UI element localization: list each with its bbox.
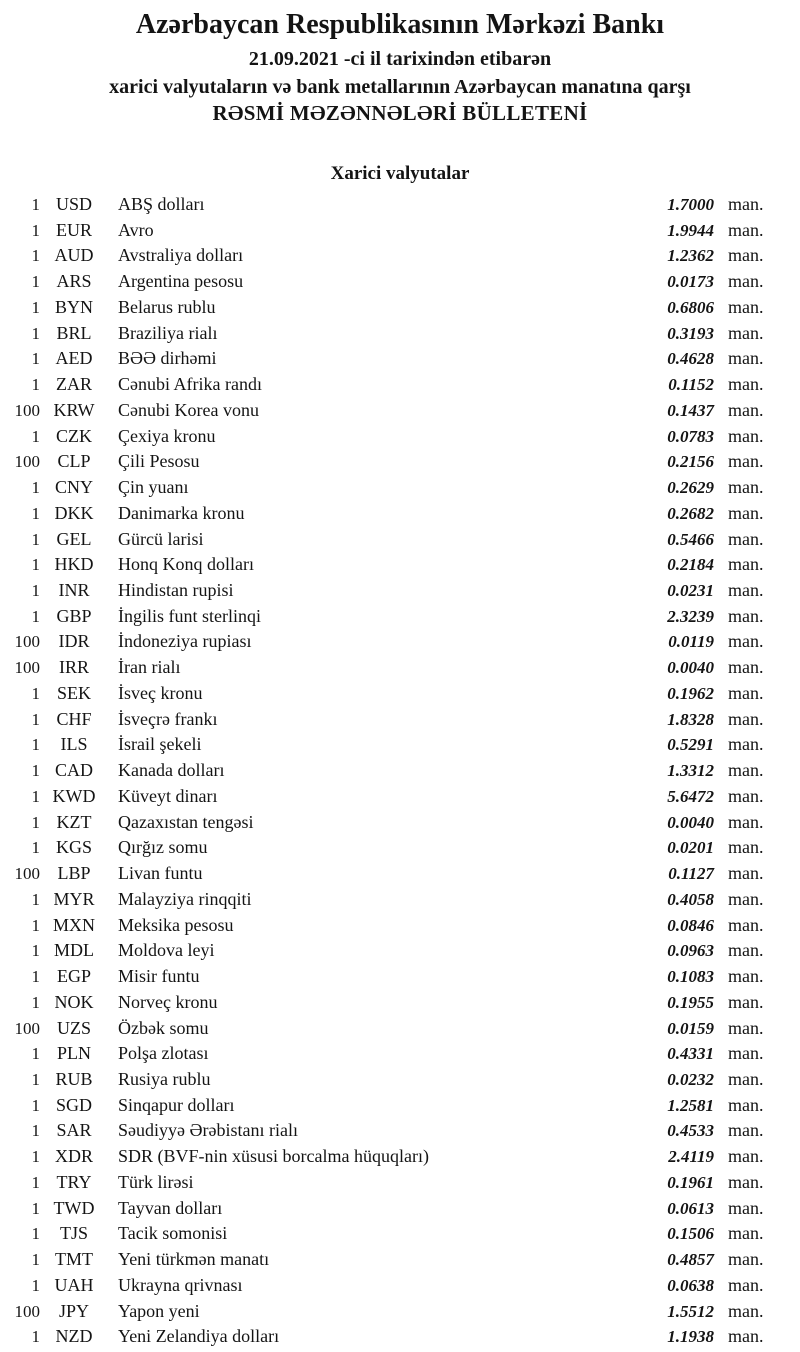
currency-code-cell: SEK (56, 682, 91, 703)
unit-label-cell: man. (728, 477, 764, 498)
quantity-cell: 1 (31, 1121, 40, 1141)
rate-value-cell: 0.6806 (667, 297, 714, 317)
quantity-cell: 1 (31, 761, 40, 781)
table-row (0, 606, 800, 632)
quantity-cell: 1 (31, 812, 40, 832)
table-row (0, 477, 800, 503)
unit-label-cell: man. (728, 296, 764, 317)
table-row (0, 760, 800, 786)
currency-name-cell: Livan funtu (118, 863, 203, 884)
currency-name-cell: Gürcü larisi (118, 528, 204, 549)
quantity-cell: 1 (31, 1172, 40, 1192)
currency-code-cell: CNY (54, 477, 93, 498)
currency-name-cell: İsrail şekeli (118, 734, 202, 755)
currency-name-cell: Braziliya rialı (118, 322, 218, 343)
rate-value-cell: 0.0783 (667, 426, 714, 446)
table-row (0, 812, 800, 838)
currency-code-cell: NZD (55, 1326, 93, 1347)
rate-value-cell: 5.6472 (667, 786, 714, 806)
quantity-cell: 100 (14, 1301, 40, 1321)
currency-code-cell: KGS (55, 837, 92, 858)
quantity-cell: 1 (31, 349, 40, 369)
table-row (0, 683, 800, 709)
rate-value-cell: 1.2362 (667, 246, 714, 266)
currency-name-cell: Tacik somonisi (118, 1223, 228, 1244)
unit-label-cell: man. (728, 991, 764, 1012)
currency-code-cell: TJS (59, 1223, 88, 1244)
quantity-cell: 1 (31, 1069, 40, 1089)
unit-label-cell: man. (728, 1326, 764, 1347)
rate-value-cell: 0.1152 (668, 375, 714, 395)
currency-code-cell: MXN (52, 914, 95, 935)
table-row (0, 426, 800, 452)
unit-label-cell: man. (728, 219, 764, 240)
table-row (0, 1146, 800, 1172)
quantity-cell: 1 (31, 297, 40, 317)
currency-code-cell: UZS (56, 1017, 91, 1038)
table-row (0, 1275, 800, 1301)
quantity-cell: 1 (31, 529, 40, 549)
currency-code-cell: RUB (55, 1068, 93, 1089)
table-row (0, 786, 800, 812)
unit-label-cell: man. (728, 682, 764, 703)
rate-value-cell: 2.4119 (668, 1147, 714, 1167)
currency-name-cell: Belarus rublu (118, 296, 216, 317)
table-row (0, 297, 800, 323)
rate-value-cell: 0.1083 (667, 967, 714, 987)
currency-code-cell: MYR (53, 888, 95, 909)
rate-value-cell: 1.8328 (667, 709, 714, 729)
table-row (0, 1069, 800, 1095)
table-row (0, 1223, 800, 1249)
currency-code-cell: IDR (58, 631, 90, 652)
quantity-cell: 100 (14, 632, 40, 652)
currency-name-cell: Qazaxıstan tengəsi (118, 811, 254, 832)
quantity-cell: 1 (31, 709, 40, 729)
table-row (0, 657, 800, 683)
table-row (0, 1198, 800, 1224)
unit-label-cell: man. (728, 374, 764, 395)
table-row (0, 529, 800, 555)
rate-value-cell: 0.1961 (667, 1172, 714, 1192)
currency-name-cell: Cənubi Korea vonu (118, 399, 259, 420)
unit-label-cell: man. (728, 451, 764, 472)
quantity-cell: 1 (31, 683, 40, 703)
unit-label-cell: man. (728, 1249, 764, 1270)
rate-value-cell: 0.0119 (668, 632, 714, 652)
currency-name-cell: İsveç kronu (118, 682, 203, 703)
currency-code-cell: GEL (56, 528, 92, 549)
currency-code-cell: ARS (56, 271, 92, 292)
currency-code-cell: SGD (55, 1094, 92, 1115)
rate-value-cell: 0.1955 (667, 992, 714, 1012)
table-row (0, 863, 800, 889)
rate-value-cell: 0.4857 (667, 1250, 714, 1270)
currency-name-cell: Özbək somu (118, 1017, 209, 1038)
quantity-cell: 1 (31, 220, 40, 240)
currency-code-cell: TWD (53, 1197, 95, 1218)
currency-name-cell: Çexiya kronu (118, 425, 216, 446)
quantity-cell: 1 (31, 1044, 40, 1064)
currency-name-cell: Argentina pesosu (118, 271, 244, 292)
currency-name-cell: Malayziya rinqqiti (118, 888, 252, 909)
rate-value-cell: 1.7000 (667, 195, 714, 214)
table-row (0, 503, 800, 529)
rate-value-cell: 1.1938 (667, 1327, 714, 1347)
unit-label-cell: man. (728, 657, 764, 678)
currency-code-cell: SAR (56, 1120, 92, 1141)
quantity-cell: 100 (14, 1018, 40, 1038)
currency-name-cell: Rusiya rublu (118, 1068, 211, 1089)
currency-name-cell: Avstraliya dolları (118, 245, 244, 266)
currency-code-cell: TMT (55, 1249, 93, 1270)
quantity-cell: 1 (31, 786, 40, 806)
quantity-cell: 1 (31, 967, 40, 987)
currency-name-cell: Honq Konq dolları (118, 554, 254, 575)
currency-code-cell: KWD (52, 785, 96, 806)
unit-label-cell: man. (728, 760, 764, 781)
rate-value-cell: 0.0232 (667, 1069, 714, 1089)
rate-value-cell: 0.2629 (667, 478, 714, 498)
rate-value-cell: 0.1506 (667, 1224, 714, 1244)
quantity-cell: 1 (31, 735, 40, 755)
unit-label-cell: man. (728, 1094, 764, 1115)
rate-value-cell: 0.1962 (667, 683, 714, 703)
currency-code-cell: BRL (56, 322, 92, 343)
table-row (0, 580, 800, 606)
rate-value-cell: 0.2156 (667, 452, 714, 472)
rate-value-cell: 0.5466 (667, 529, 714, 549)
rate-value-cell: 0.0963 (667, 941, 714, 961)
currency-code-cell: AUD (54, 245, 94, 266)
quantity-cell: 1 (31, 503, 40, 523)
effective-date-line: 21.09.2021 -ci il tarixindən etibarən (248, 48, 552, 70)
unit-label-cell: man. (728, 863, 764, 884)
currency-code-cell: GBP (56, 605, 92, 626)
currency-name-cell: BƏƏ dirhəmi (118, 348, 217, 369)
table-row (0, 940, 800, 966)
table-row (0, 966, 800, 992)
table-row (0, 1249, 800, 1275)
currency-code-cell: AED (55, 348, 93, 369)
rate-value-cell: 0.3193 (667, 323, 714, 343)
rate-value-cell: 0.5291 (667, 735, 714, 755)
currency-code-cell: USD (55, 194, 92, 214)
currency-code-cell: CLP (57, 451, 91, 472)
bulletin-title: RƏSMİ MƏZƏNNƏLƏRİ BÜLLETENİ (212, 101, 588, 125)
quantity-cell: 100 (14, 400, 40, 420)
table-row (0, 348, 800, 374)
currency-code-cell: ZAR (56, 374, 92, 395)
table-row (0, 889, 800, 915)
currency-code-cell: CZK (56, 425, 92, 446)
currency-name-cell: Kanada dolları (118, 760, 225, 781)
rate-value-cell: 0.4533 (667, 1121, 714, 1141)
table-row (0, 1018, 800, 1044)
currency-code-cell: PLN (56, 1043, 91, 1064)
currency-code-cell: IRR (58, 657, 89, 678)
table-row (0, 374, 800, 400)
unit-label-cell: man. (728, 399, 764, 420)
currency-name-cell: Tayvan dolları (118, 1197, 223, 1218)
currency-name-cell: Sinqapur dolları (118, 1094, 235, 1115)
table-row (0, 992, 800, 1018)
unit-label-cell: man. (728, 502, 764, 523)
currency-name-cell: İndoneziya rupiası (118, 631, 252, 652)
rate-value-cell: 1.2581 (667, 1095, 714, 1115)
rate-value-cell: 0.0040 (667, 812, 714, 832)
table-row (0, 837, 800, 863)
currency-name-cell: Yeni türkmən manatı (118, 1249, 270, 1270)
quantity-cell: 1 (31, 323, 40, 343)
quantity-cell: 1 (31, 426, 40, 446)
rate-value-cell: 0.4058 (667, 889, 714, 909)
table-row (0, 554, 800, 580)
currency-name-cell: Cənubi Afrika randı (118, 374, 262, 395)
currency-code-cell: CHF (56, 708, 92, 729)
table-row (0, 323, 800, 349)
table-row (0, 245, 800, 271)
currency-name-cell: Yeni Zelandiya dolları (118, 1326, 280, 1347)
currency-code-cell: EGP (56, 966, 91, 987)
unit-label-cell: man. (728, 271, 764, 292)
table-row (0, 400, 800, 426)
unit-label-cell: man. (728, 708, 764, 729)
unit-label-cell: man. (728, 940, 764, 961)
currency-name-cell: Çili Pesosu (118, 451, 200, 472)
rate-value-cell: 0.4331 (667, 1044, 714, 1064)
currency-code-cell: JPY (58, 1300, 89, 1321)
quantity-cell: 1 (31, 915, 40, 935)
unit-label-cell: man. (728, 245, 764, 266)
currency-name-cell: İran rialı (118, 657, 181, 678)
currency-name-cell: Polşa zlotası (118, 1043, 209, 1064)
rate-value-cell: 0.0159 (667, 1018, 714, 1038)
rate-value-cell: 0.0040 (667, 658, 714, 678)
quantity-cell: 1 (31, 195, 40, 214)
unit-label-cell: man. (728, 785, 764, 806)
currency-code-cell: ILS (60, 734, 88, 755)
quantity-cell: 100 (14, 658, 40, 678)
currency-name-cell: Hindistan rupisi (118, 580, 234, 601)
table-row (0, 1043, 800, 1069)
unit-label-cell: man. (728, 966, 764, 987)
rate-value-cell: 0.0846 (667, 915, 714, 935)
rate-value-cell: 1.3312 (667, 761, 714, 781)
unit-label-cell: man. (728, 1017, 764, 1038)
table-row (0, 1301, 800, 1327)
quantity-cell: 1 (31, 1275, 40, 1295)
currency-code-cell: KRW (53, 399, 95, 420)
currency-name-cell: Türk lirəsi (118, 1171, 194, 1192)
currency-name-cell: Meksika pesosu (118, 914, 234, 935)
table-row (0, 1095, 800, 1121)
quantity-cell: 1 (31, 838, 40, 858)
unit-label-cell: man. (728, 580, 764, 601)
quantity-cell: 1 (31, 1198, 40, 1218)
quantity-cell: 1 (31, 1147, 40, 1167)
quantity-cell: 1 (31, 1250, 40, 1270)
currency-name-cell: İsveçrə frankı (118, 708, 218, 729)
currency-name-cell: Ukrayna qrivnası (118, 1274, 243, 1295)
unit-label-cell: man. (728, 1300, 764, 1321)
quantity-cell: 1 (31, 375, 40, 395)
table-row (0, 709, 800, 735)
rate-value-cell: 0.0201 (667, 838, 714, 858)
rate-value-cell: 0.4628 (667, 349, 714, 369)
currency-code-cell: XDR (54, 1146, 93, 1167)
currency-code-cell: KZT (56, 811, 92, 832)
rate-value-cell: 1.9944 (667, 220, 714, 240)
quantity-cell: 100 (14, 864, 40, 884)
currency-name-cell: Yapon yeni (118, 1300, 200, 1321)
currency-code-cell: BYN (54, 296, 93, 317)
rate-value-cell: 1.5512 (667, 1301, 714, 1321)
quantity-cell: 1 (31, 1095, 40, 1115)
currency-name-cell: Küveyt dinarı (118, 785, 218, 806)
table-row (0, 220, 800, 246)
unit-label-cell: man. (728, 1223, 764, 1244)
table-row (0, 451, 800, 477)
table-row (0, 1120, 800, 1146)
currency-code-cell: INR (58, 580, 90, 601)
currency-name-cell: SDR (BVF-nin xüsusi borcalma hüquqları) (118, 1146, 429, 1167)
subtitle-line: xarici valyutaların və bank metallarının Azərbaycan manatına qarşı (109, 76, 691, 98)
currency-name-cell: Norveç kronu (118, 991, 218, 1012)
table-row (0, 1172, 800, 1198)
quantity-cell: 1 (31, 478, 40, 498)
rate-value-cell: 0.0231 (667, 581, 714, 601)
unit-label-cell: man. (728, 605, 764, 626)
quantity-cell: 1 (31, 246, 40, 266)
unit-label-cell: man. (728, 1197, 764, 1218)
unit-label-cell: man. (728, 425, 764, 446)
quantity-cell: 100 (14, 452, 40, 472)
currency-name-cell: Moldova leyi (118, 940, 215, 961)
currency-name-cell: ABŞ dolları (118, 194, 205, 214)
quantity-cell: 1 (31, 606, 40, 626)
table-row (0, 734, 800, 760)
quantity-cell: 1 (31, 1327, 40, 1347)
unit-label-cell: man. (728, 348, 764, 369)
unit-label-cell: man. (728, 1043, 764, 1064)
currency-code-cell: LBP (57, 863, 91, 884)
unit-label-cell: man. (728, 811, 764, 832)
unit-label-cell: man. (728, 1274, 764, 1295)
quantity-cell: 1 (31, 272, 40, 292)
table-row (0, 194, 800, 220)
rate-value-cell: 0.0613 (667, 1198, 714, 1218)
unit-label-cell: man. (728, 914, 764, 935)
unit-label-cell: man. (728, 734, 764, 755)
currency-name-cell: Danimarka kronu (118, 502, 245, 523)
currency-name-cell: Misir funtu (118, 966, 200, 987)
rate-value-cell: 0.0173 (667, 272, 714, 292)
unit-label-cell: man. (728, 888, 764, 909)
currency-code-cell: UAH (54, 1274, 94, 1295)
currency-name-cell: Qırğız somu (118, 837, 208, 858)
currency-name-cell: Səudiyyə Ərəbistanı rialı (118, 1120, 298, 1141)
unit-label-cell: man. (728, 837, 764, 858)
table-row (0, 1326, 800, 1352)
unit-label-cell: man. (728, 528, 764, 549)
quantity-cell: 1 (31, 555, 40, 575)
currency-code-cell: NOK (54, 991, 94, 1012)
rate-value-cell: 0.2682 (667, 503, 714, 523)
currency-code-cell: MDL (54, 940, 94, 961)
rate-value-cell: 0.1127 (668, 864, 714, 884)
quantity-cell: 1 (31, 941, 40, 961)
quantity-cell: 1 (31, 1224, 40, 1244)
currency-code-cell: TRY (56, 1171, 92, 1192)
page-title: Azərbaycan Respublikasının Mərkəzi Bankı (135, 9, 665, 40)
section-title-foreign-currencies: Xarici valyutalar (330, 163, 470, 184)
rate-value-cell: 0.0638 (667, 1275, 714, 1295)
currency-name-cell: Çin yuanı (118, 477, 189, 498)
quantity-cell: 1 (31, 889, 40, 909)
quantity-cell: 1 (31, 581, 40, 601)
unit-label-cell: man. (728, 1068, 764, 1089)
currency-name-cell: İngilis funt sterlinqi (118, 605, 261, 626)
unit-label-cell: man. (728, 1171, 764, 1192)
rate-value-cell: 0.1437 (667, 400, 714, 420)
unit-label-cell: man. (728, 554, 764, 575)
currency-code-cell: DKK (54, 502, 94, 523)
rate-value-cell: 0.2184 (667, 555, 714, 575)
quantity-cell: 1 (31, 992, 40, 1012)
currency-code-cell: CAD (54, 760, 93, 781)
unit-label-cell: man. (728, 631, 764, 652)
table-row (0, 271, 800, 297)
rate-value-cell: 2.3239 (667, 606, 714, 626)
unit-label-cell: man. (728, 1146, 764, 1167)
table-row (0, 915, 800, 941)
currency-code-cell: EUR (56, 219, 92, 240)
currency-name-cell: Avro (118, 219, 154, 240)
rates-table-body (0, 194, 800, 1352)
currency-code-cell: HKD (54, 554, 94, 575)
unit-label-cell: man. (728, 1120, 764, 1141)
unit-label-cell: man. (728, 194, 764, 214)
table-row (0, 631, 800, 657)
document-header (0, 8, 800, 127)
unit-label-cell: man. (728, 322, 764, 343)
